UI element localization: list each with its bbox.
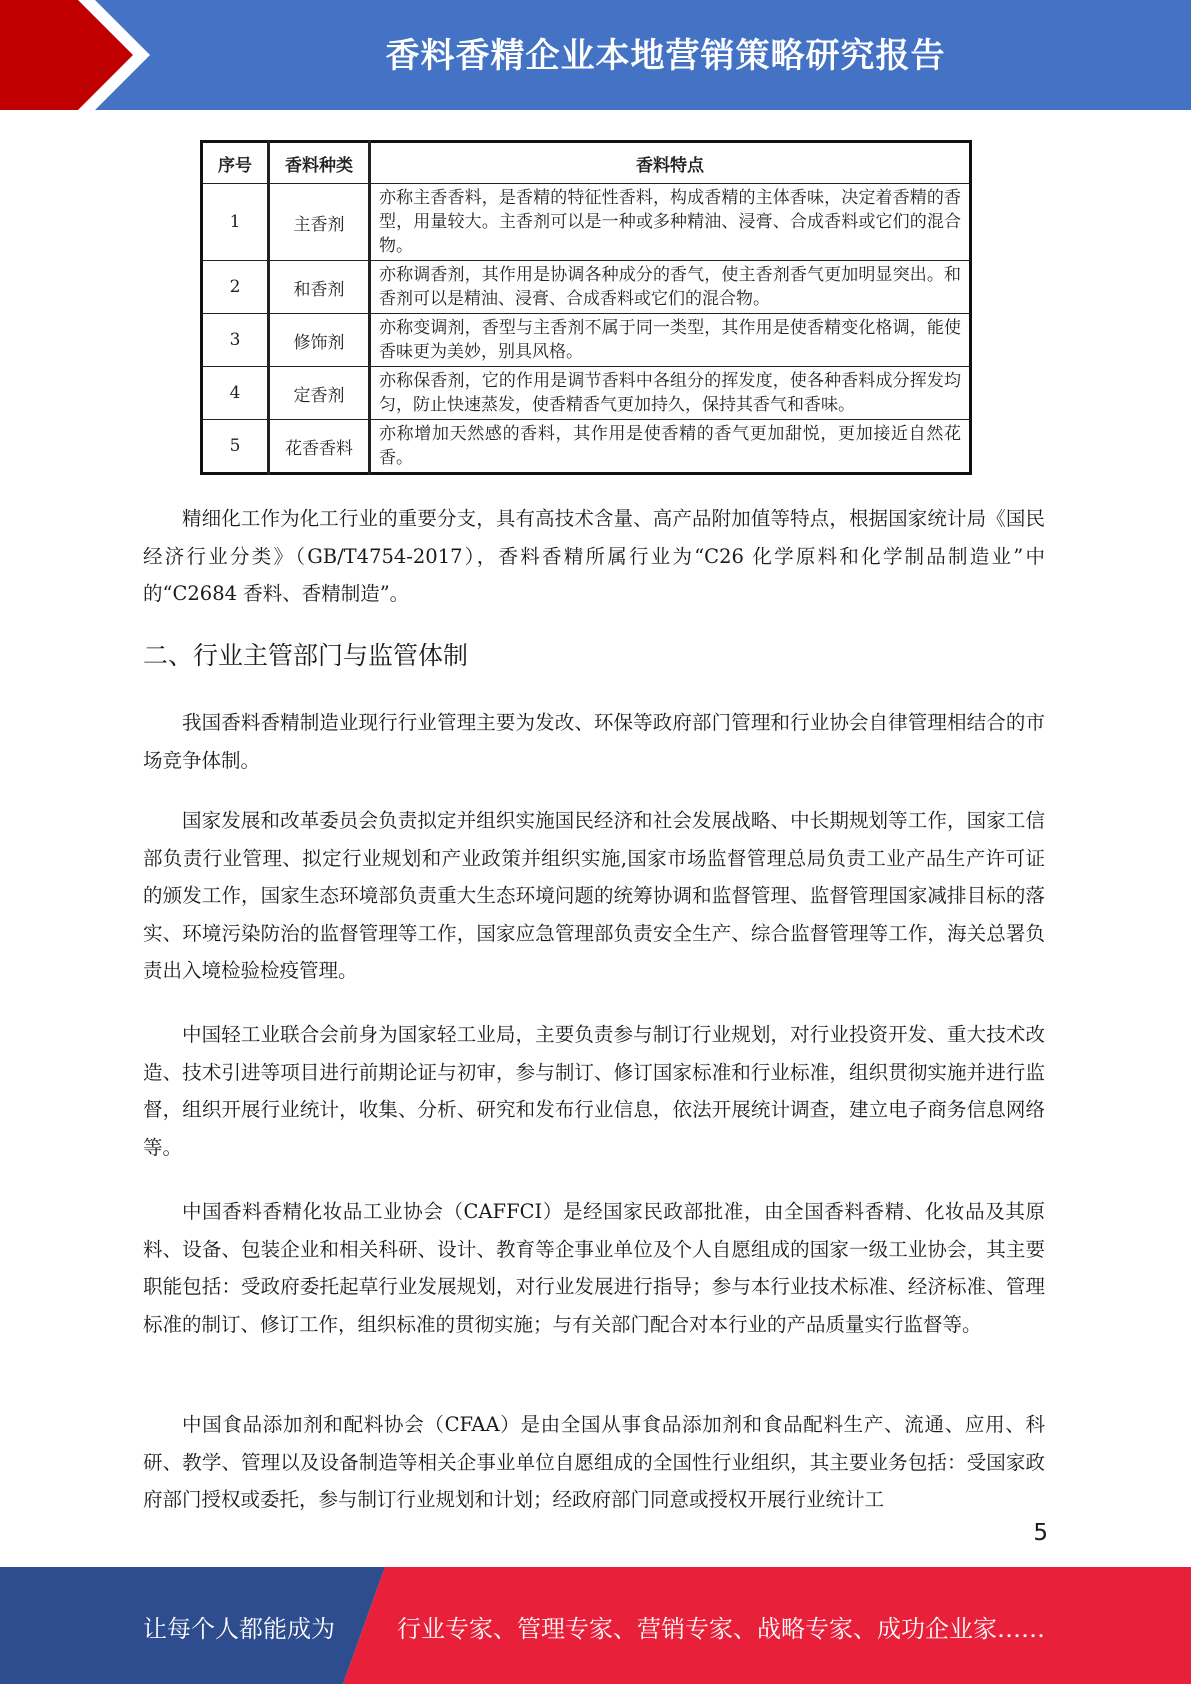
- column-header-type: 香料种类: [269, 142, 370, 184]
- paragraph-industry-classification: 精细化工作为化工行业的重要分支，具有高技术含量、高产品附加值等特点，根据国家统计局《国民经济行业分类》（GB/T4754-2017），香料香精所属行业为“C26 化学原料和化学制品制造业”中的“C2684 香料、香精制造”。: [143, 507, 1045, 605]
- table-row: [202, 420, 971, 474]
- row-type: 和香剂: [269, 261, 370, 314]
- row-description: 亦称调香剂，其作用是协调各种成分的香气，使主香剂香气更加明显突出。和香剂可以是精油、浸膏、合成香料或它们的混合物。: [370, 261, 971, 314]
- row-type: 定香剂: [269, 367, 370, 420]
- column-header-number: 序号: [202, 142, 269, 184]
- table-row: [202, 314, 971, 367]
- row-type: 花香香料: [269, 420, 370, 474]
- row-number: 3: [202, 314, 269, 367]
- paragraph-cfaa: 中国食品添加剂和配料协会（CFAA）是由全国从事食品添加剂和食品配料生产、流通、应用、科研、教学、管理以及设备制造等相关企事业单位自愿组成的全国性行业组织，其主要业务包括：受国家政府部门授权或委托，参与制订行业规划和计划；经政府部门同意或授权开展行业统计工: [143, 1413, 1045, 1511]
- table-header-row: [202, 142, 971, 184]
- paragraph-management-system: 我国香料香精制造业现行行业管理主要为发改、环保等政府部门管理和行业协会自律管理相结合的市场竞争体制。: [143, 711, 1045, 772]
- page-footer: [0, 1567, 1191, 1684]
- footer-slogan-left: 让每个人都能成为: [143, 1615, 335, 1643]
- row-number: 2: [202, 261, 269, 314]
- report-title: 香料香精企业本地营销策略研究报告: [385, 36, 946, 76]
- paragraph-government-departments: 国家发展和改革委员会负责拟定并组织实施国民经济和社会发展战略、中长期规划等工作，国家工信部负责行业管理、拟定行业规划和产业政策并组织实施,国家市场监督管理总局负责工业产品生产许可证的颁发工作，国家生态环境部负责重大生态环境问题的统筹协调和监督管理、监督管理国家减排目标的落实、环境污染防治的监督管理等工作，国家应急管理部负责安全生产、综合监督管理等工作，海关总署负责出入境检验检疫管理。: [143, 809, 1045, 982]
- row-number: 4: [202, 367, 269, 420]
- header-arrow-graphic: [0, 0, 160, 110]
- row-description: 亦称保香剂，它的作用是调节香料中各组分的挥发度，使各种香料成分挥发均匀，防止快速蒸发，使香精香气更加持久，保持其香气和香味。: [370, 367, 971, 420]
- table-row: [202, 367, 971, 420]
- row-number: 5: [202, 420, 269, 474]
- row-description: 亦称增加天然感的香料，其作用是使香精的香气更加甜悦，更加接近自然花香。: [370, 420, 971, 474]
- footer-slogan-right: 行业专家、管理专家、营销专家、战略专家、成功企业家……: [397, 1615, 1045, 1643]
- row-type: 主香剂: [269, 184, 370, 261]
- column-header-features: 香料特点: [370, 142, 971, 184]
- table-row: [202, 184, 971, 261]
- page-header: [0, 0, 1191, 110]
- paragraph-caffci: 中国香料香精化妆品工业协会（CAFFCI）是经国家民政部批准，由全国香料香精、化妆品及其原料、设备、包装企业和相关科研、设计、教育等企事业单位及个人自愿组成的国家一级工业协会，其主要职能包括：受政府委托起草行业发展规划，对行业发展进行指导；参与本行业技术标准、经济标准、管理标准的制订、修订工作，组织标准的贯彻实施；与有关部门配合对本行业的产品质量实行监督等。: [143, 1200, 1045, 1336]
- spice-types-table-container: [200, 140, 972, 475]
- section-heading: 二、行业主管部门与监管体制: [143, 641, 469, 670]
- page-number: 5: [1033, 1520, 1048, 1546]
- table-row: [202, 261, 971, 314]
- row-description: 亦称主香香料，是香精的特征性香料，构成香精的主体香味，决定着香精的香型，用量较大。主香剂可以是一种或多种精油、浸膏、合成香料或它们的混合物。: [370, 184, 971, 261]
- spice-types-table: [200, 140, 972, 475]
- row-type: 修饰剂: [269, 314, 370, 367]
- row-description: 亦称变调剂，香型与主香剂不属于同一类型，其作用是使香精变化格调，能使香味更为美妙，别具风格。: [370, 314, 971, 367]
- row-number: 1: [202, 184, 269, 261]
- paragraph-light-industry-federation: 中国轻工业联合会前身为国家轻工业局，主要负责参与制订行业规划，对行业投资开发、重大技术改造、技术引进等项目进行前期论证与初审，参与制订、修订国家标准和行业标准，组织贯彻实施并进行监督，组织开展行业统计，收集、分析、研究和发布行业信息，依法开展统计调查，建立电子商务信息网络等。: [143, 1023, 1045, 1159]
